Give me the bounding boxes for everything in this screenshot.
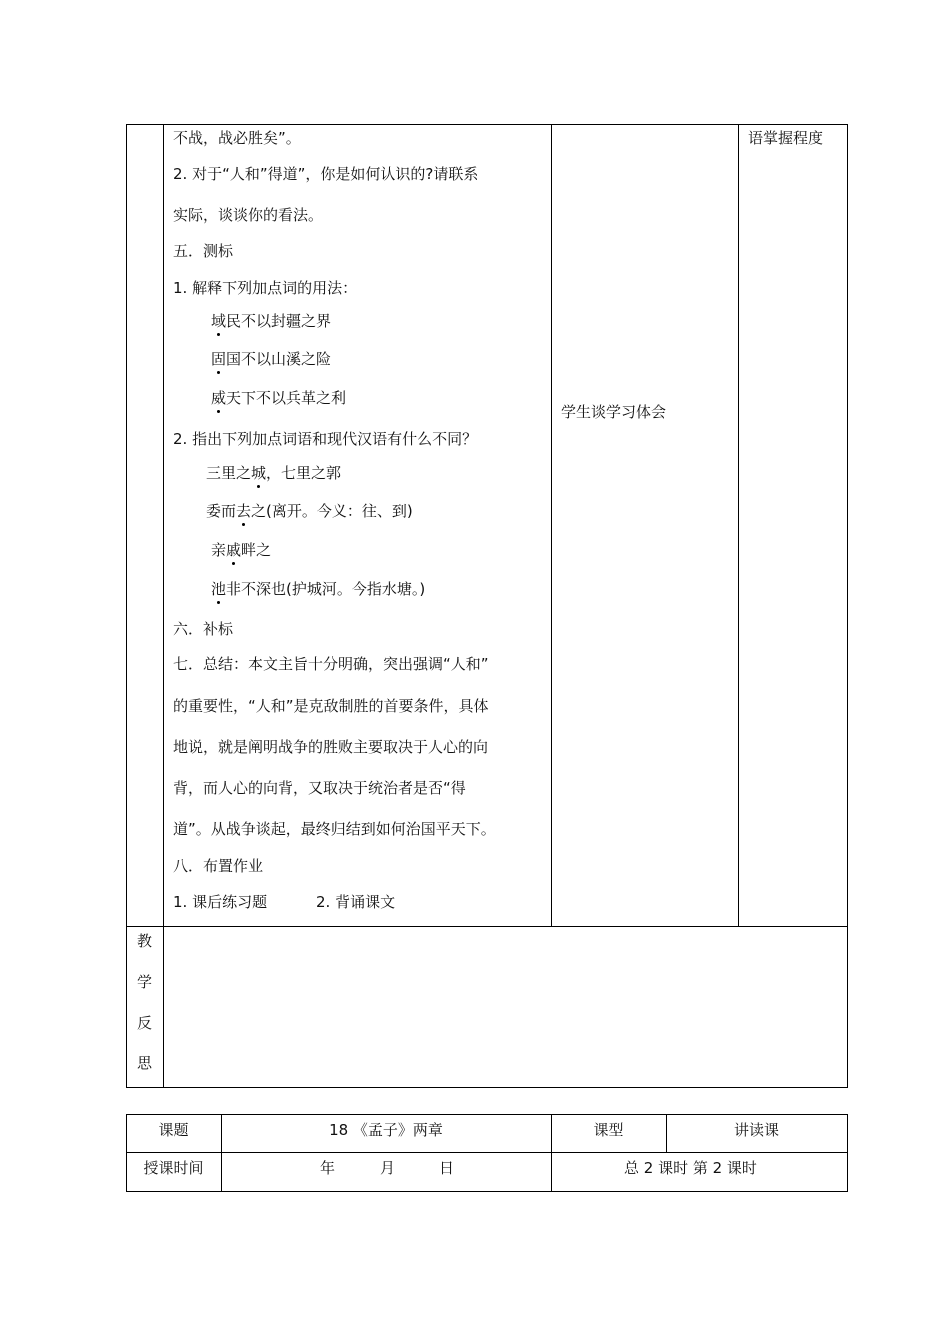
exercise-text: 天下不以兵革之利 (226, 389, 347, 407)
topic-value: 18 《孟子》两章 (329, 1121, 443, 1139)
summary-line: 七．总结：本文主旨十分明确，突出强调“人和” (173, 655, 489, 673)
summary-line: 道”。从战争谈起，最终归结到如何治国平天下。 (173, 820, 496, 838)
type-value: 讲读课 (733, 1121, 779, 1139)
exercise-item (206, 463, 341, 483)
reflection-content (164, 927, 847, 1087)
exercise-item (211, 579, 425, 599)
reflection-label-char: 反 (136, 1014, 152, 1032)
text-line: 1. 解释下列加点词的用法： (173, 279, 358, 297)
table-border-bottom (126, 1087, 848, 1088)
label-time: 授课时间 (143, 1159, 204, 1177)
summary-line: 地说，就是阐明战争的胜败主要取决于人心的向 (173, 738, 489, 756)
summary-line: 背，而人心的向背，又取决于统治者是否“得 (173, 779, 466, 797)
summary-line: 的重要性，“人和”是克敌制胜的首要条件，具体 (173, 697, 489, 715)
dotted-char: 城 (251, 464, 267, 482)
dotted-char: 威 (211, 389, 227, 407)
question-2: 2. 指出下列加点词语和现代汉语有什么不同？ (173, 430, 478, 448)
exercise-text: 三里之 (206, 464, 252, 482)
exercise-text: 亲 (211, 541, 227, 559)
homework-item: 2. 背诵课文 (316, 893, 396, 911)
exercise-text: 非不深也(护城河。今指水塘。) (226, 580, 426, 598)
exercise-text: 畔之 (241, 541, 272, 559)
exercise-item (211, 349, 331, 369)
exercise-text: 国不以山溪之险 (226, 350, 332, 368)
exercise-item (211, 388, 346, 408)
section-heading-homework: 八．布置作业 (173, 857, 264, 875)
table-divider-3 (738, 124, 739, 927)
table-border-top (126, 124, 848, 125)
exercise-item (206, 501, 413, 521)
class-hours: 总 2 课时 第 2 课时 (624, 1159, 757, 1177)
date-month: 月 (380, 1159, 396, 1177)
info-table-border-top (126, 1114, 848, 1115)
table-border-right (847, 124, 848, 1088)
text-line: 实际，谈谈你的看法。 (173, 206, 324, 224)
label-topic: 课题 (158, 1121, 189, 1139)
exercise-text: 之(离开。今义：往、到) (251, 502, 413, 520)
reflection-label-char: 思 (136, 1054, 152, 1072)
info-table-border-bottom (126, 1191, 848, 1192)
dotted-char: 戚 (226, 541, 242, 559)
date-day: 日 (439, 1159, 455, 1177)
label-type: 课型 (593, 1121, 624, 1139)
dotted-char: 去 (236, 502, 252, 520)
date-year: 年 (320, 1159, 336, 1177)
reflection-label-char: 教 (136, 932, 152, 950)
table-divider-2 (551, 124, 552, 927)
right-note: 语掌握程度 (748, 129, 824, 147)
dotted-char: 固 (211, 350, 227, 368)
exercise-text: ，七里之郭 (266, 464, 342, 482)
homework-item: 1. 课后练习题 (173, 893, 268, 911)
exercise-item (211, 311, 331, 331)
student-activity: 学生谈学习体会 (561, 403, 667, 421)
section-heading-bubiao: 六．补标 (173, 620, 234, 638)
exercise-text: 委而 (206, 502, 237, 520)
exercise-text: 民不以封疆之界 (226, 312, 332, 330)
info-table-border-right (847, 1114, 848, 1192)
reflection-label-char: 学 (136, 973, 152, 991)
dotted-char: 域 (211, 312, 227, 330)
section-heading-ceshi: 五．测标 (173, 242, 234, 260)
text-line: 不战，战必胜矣”。 (173, 129, 301, 147)
exercise-item (211, 540, 271, 560)
dotted-char: 池 (211, 580, 227, 598)
text-line: 2. 对于“人和”得道”，你是如何认识的?请联系 (173, 165, 479, 183)
info-table-border-mid (126, 1152, 848, 1153)
